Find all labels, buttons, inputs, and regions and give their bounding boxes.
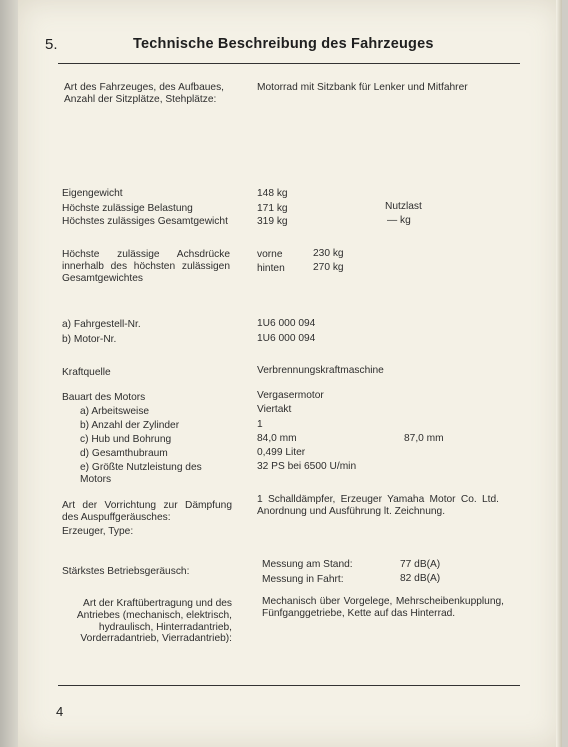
power-source-label: Kraftquelle <box>62 367 111 378</box>
vehicle-type-value: Motorrad mit Sitzbank für Lenker und Mitfahrer <box>257 82 468 93</box>
noise-stand-label: Messung am Stand: <box>262 559 353 570</box>
stroke-value: 84,0 mm <box>257 433 297 444</box>
cylinder-count-value: 1 <box>257 419 263 430</box>
section-number: 5. <box>45 36 58 53</box>
displacement-value: 0,499 Liter <box>257 447 306 458</box>
manufacturer-type-label: Erzeuger, Type: <box>62 526 134 537</box>
axle-rear-value: 270 kg <box>313 262 344 273</box>
book-spine <box>0 0 18 747</box>
engine-design-label: Bauart des Motors <box>62 392 146 403</box>
axle-rear-label: hinten <box>257 263 285 274</box>
payload-label: Nutzlast <box>385 201 422 212</box>
working-principle-value: Viertakt <box>257 404 292 415</box>
chassis-no-value: 1U6 000 094 <box>257 318 316 329</box>
header-rule <box>58 63 520 64</box>
transmission-label: Art der Kraftübertragung und des Antriebes (mechanisch, elektrisch, hydraulisch, Hinterradantrieb, Vorderradantrieb, Vierradantrieb): <box>76 598 232 645</box>
page-title: Technische Beschreibung des Fahrzeuges <box>133 36 434 52</box>
max-power-value: 32 PS bei 6500 U/min <box>257 461 357 472</box>
axle-front-value: 230 kg <box>313 248 344 259</box>
max-load-label: Höchste zulässige Belastung <box>62 203 193 214</box>
empty-weight-label: Eigengewicht <box>62 188 123 199</box>
axle-front-label: vorne <box>257 249 283 260</box>
max-power-label: e) Größte Nutzleistung des Motors <box>80 462 202 485</box>
bore-value: 87,0 mm <box>404 433 444 444</box>
exhaust-silencer-value: 1 Schalldämpfer, Erzeuger Yamaha Motor Co. Ltd. Anordnung und Ausführung lt. Zeichnung. <box>257 494 499 517</box>
vehicle-type-label: Art des Fahrzeuges, des Aufbaues, Anzahl der Sitzplätze, Stehplätze: <box>64 82 224 105</box>
exhaust-silencer-label: Art der Vorrichtung zur Dämpfung des Auspuffgeräusches: <box>62 500 232 523</box>
working-principle-label: a) Arbeitsweise <box>80 406 150 417</box>
max-load-value: 171 kg <box>257 203 288 214</box>
max-total-weight-value: 319 kg <box>257 216 288 227</box>
payload-value: — kg <box>387 215 411 226</box>
noise-drive-value: 82 dB(A) <box>400 573 441 584</box>
displacement-label: d) Gesamthubraum <box>80 448 168 459</box>
noise-drive-label: Messung in Fahrt: <box>262 574 344 585</box>
max-total-weight-label: Höchstes zulässiges Gesamtgewicht <box>62 216 228 227</box>
stroke-bore-label: c) Hub und Bohrung <box>80 434 172 445</box>
page-number: 4 <box>56 704 64 719</box>
engine-design-value: Vergasermotor <box>257 390 324 401</box>
axle-loads-label: Höchste zulässige Achsdrücke innerhalb des höchsten zulässigen Gesamtgewichtes <box>62 249 230 284</box>
cylinder-count-label: b) Anzahl der Zylinder <box>80 420 180 431</box>
power-source-value: Verbrennungskraftmaschine <box>257 365 384 376</box>
page-edge <box>556 0 562 747</box>
engine-no-value: 1U6 000 094 <box>257 333 316 344</box>
engine-no-label: b) Motor-Nr. <box>62 334 117 345</box>
empty-weight-value: 148 kg <box>257 188 288 199</box>
noise-stand-value: 77 dB(A) <box>400 559 441 570</box>
noise-label: Stärkstes Betriebsgeräusch: <box>62 566 190 577</box>
footer-rule <box>58 685 520 686</box>
chassis-no-label: a) Fahrgestell-Nr. <box>62 319 141 330</box>
transmission-value: Mechanisch über Vorgelege, Mehrscheibenkupplung, Fünfganggetriebe, Kette auf das Hinterrad. <box>262 596 504 619</box>
